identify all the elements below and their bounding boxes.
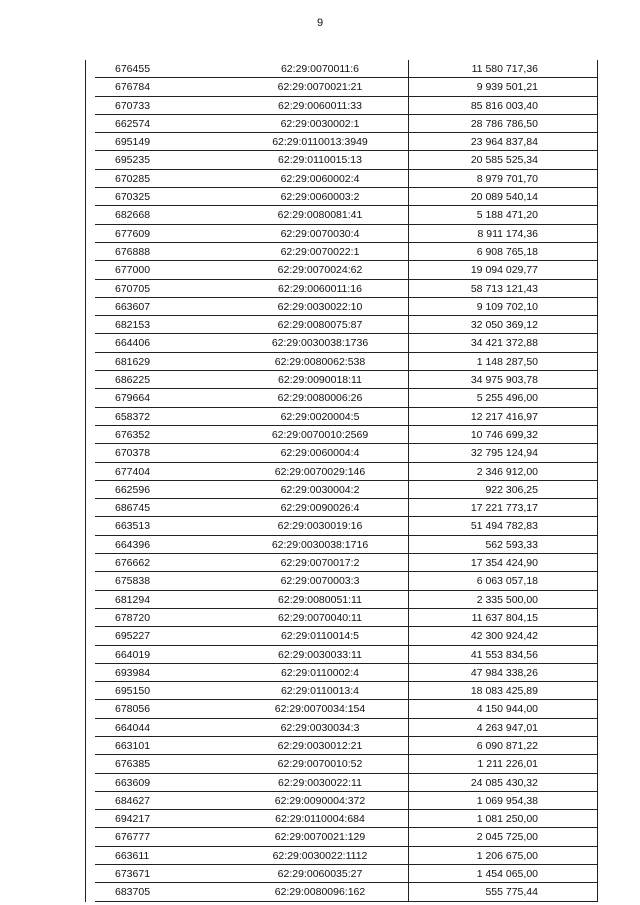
cadastral-number: 62:29:0080075:87 (277, 319, 363, 332)
table-row (85, 151, 597, 169)
table-row (85, 97, 597, 115)
cadastral-number: 62:29:0030022:1112 (272, 849, 368, 862)
cadastral-value: 555 775,44 (485, 886, 538, 899)
cadastral-number: 62:29:0070010:2569 (271, 428, 369, 441)
row-id: 670325 (115, 191, 151, 204)
data-table (85, 60, 597, 902)
row-id: 676777 (115, 831, 151, 844)
cadastral-number: 62:29:0080096:162 (274, 886, 366, 899)
table-row (85, 444, 597, 462)
cadastral-number: 62:29:0090004:372 (274, 794, 366, 807)
cadastral-number: 62:29:0030034:3 (280, 721, 360, 734)
cadastral-number: 62:29:0060004:4 (280, 447, 360, 460)
cadastral-value: 32 795 124,94 (470, 447, 538, 460)
table-row (85, 426, 597, 444)
table-row (85, 115, 597, 133)
cadastral-value: 5 188 471,20 (476, 209, 538, 222)
cadastral-number: 62:29:0070029:146 (274, 465, 366, 478)
cadastral-number: 62:29:0080051:11 (278, 593, 362, 606)
table-row (85, 646, 597, 664)
row-id: 663101 (115, 739, 151, 752)
cadastral-number: 62:29:0070021:21 (277, 81, 363, 94)
cadastral-number: 62:29:0030022:10 (277, 300, 363, 313)
row-id: 677404 (115, 465, 151, 478)
cadastral-value: 18 083 425,89 (470, 685, 538, 698)
row-id: 678056 (115, 703, 151, 716)
row-id: 664019 (115, 648, 151, 661)
row-id: 663607 (115, 300, 151, 313)
cadastral-number: 62:29:0070034:154 (274, 703, 366, 716)
row-id: 670733 (115, 99, 151, 112)
cadastral-value: 5 255 496,00 (476, 392, 538, 405)
cadastral-value: 1 069 954,38 (476, 794, 538, 807)
row-id: 664044 (115, 721, 151, 734)
cadastral-number: 62:29:0090018:11 (278, 374, 362, 387)
cadastral-value: 20 585 525,34 (470, 154, 538, 167)
cadastral-value: 8 911 174,36 (477, 227, 538, 240)
table-row (85, 865, 597, 883)
cadastral-number: 62:29:0110013:3949 (272, 136, 368, 149)
table-row (85, 609, 597, 627)
cadastral-number: 62:29:0020004:5 (280, 410, 360, 423)
table-row (85, 774, 597, 792)
cadastral-value: 34 421 372,88 (470, 337, 538, 350)
cadastral-value: 1 211 226,01 (477, 758, 538, 771)
table-row (85, 883, 597, 901)
cadastral-number: 62:29:0030038:1736 (271, 337, 369, 350)
table-row (85, 627, 597, 645)
cadastral-value: 47 984 338,26 (470, 666, 538, 679)
cadastral-number: 62:29:0110014:5 (280, 630, 360, 643)
table-row (85, 243, 597, 261)
row-id: 676784 (115, 81, 151, 94)
cadastral-number: 62:29:0070024:62 (277, 264, 363, 277)
table-row (85, 664, 597, 682)
cadastral-value: 1 206 675,00 (476, 849, 538, 862)
cadastral-value: 23 964 837,84 (470, 136, 538, 149)
cadastral-value: 51 494 782,83 (470, 520, 538, 533)
cadastral-value: 12 217 416,97 (470, 410, 538, 423)
cadastral-number: 62:29:0060011:16 (278, 282, 362, 295)
table-row (85, 828, 597, 846)
row-id: 677000 (115, 264, 151, 277)
table-row (85, 206, 597, 224)
cadastral-value: 34 975 903,78 (470, 374, 538, 387)
table-row (85, 316, 597, 334)
table-row (85, 353, 597, 371)
cadastral-number: 62:29:0080006:26 (277, 392, 363, 405)
table-border (597, 60, 598, 902)
cadastral-number: 62:29:0030012:21 (277, 739, 363, 752)
cadastral-number: 62:29:0070030:4 (280, 227, 360, 240)
table-row (85, 792, 597, 810)
table-border (408, 60, 409, 902)
row-id: 695227 (115, 630, 151, 643)
cadastral-value: 1 081 250,00 (476, 813, 538, 826)
cadastral-value: 1 148 287,50 (476, 355, 538, 368)
row-id: 675838 (115, 575, 151, 588)
row-id: 686745 (115, 502, 151, 515)
cadastral-number: 62:29:0030002:1 (280, 117, 360, 130)
cadastral-value: 28 786 786,50 (470, 117, 538, 130)
cadastral-number: 62:29:0060002:4 (280, 172, 360, 185)
cadastral-number: 62:29:0060035:27 (277, 868, 363, 881)
cadastral-number: 62:29:0070021:129 (274, 831, 366, 844)
row-id: 693984 (115, 666, 151, 679)
table-row (85, 499, 597, 517)
cadastral-number: 62:29:0080081:41 (277, 209, 363, 222)
table-row (85, 554, 597, 572)
cadastral-value: 58 713 121,43 (470, 282, 538, 295)
cadastral-value: 6 908 765,18 (476, 245, 538, 258)
cadastral-value: 8 979 701,70 (476, 172, 538, 185)
cadastral-value: 10 746 699,32 (470, 428, 538, 441)
table-row (85, 572, 597, 590)
cadastral-value: 4 263 947,01 (476, 721, 538, 734)
cadastral-value: 2 335 500,00 (476, 593, 538, 606)
row-id: 682153 (115, 319, 151, 332)
row-id: 676352 (115, 428, 151, 441)
row-id: 695235 (115, 154, 151, 167)
row-id: 662596 (115, 483, 151, 496)
cadastral-number: 62:29:0070011:6 (280, 63, 360, 75)
table-row (85, 810, 597, 828)
cadastral-number: 62:29:0060003:2 (280, 191, 360, 204)
cadastral-number: 62:29:0090026:4 (280, 502, 360, 515)
table-row (85, 755, 597, 773)
cadastral-value: 85 816 003,40 (470, 99, 538, 112)
row-id: 695150 (115, 685, 151, 698)
cadastral-number: 62:29:0110015:13 (278, 154, 362, 167)
row-id: 676888 (115, 245, 151, 258)
cadastral-value: 6 090 871,22 (476, 739, 538, 752)
row-id: 663513 (115, 520, 151, 533)
table-row (85, 133, 597, 151)
table-row (85, 700, 597, 718)
cadastral-number: 62:29:0030033:11 (278, 648, 362, 661)
row-id: 694217 (115, 813, 151, 826)
table-row (85, 280, 597, 298)
cadastral-number: 62:29:0070003:3 (280, 575, 360, 588)
cadastral-value: 9 939 501,21 (476, 81, 538, 94)
table-row (85, 682, 597, 700)
table-row (85, 298, 597, 316)
row-id: 681629 (115, 355, 151, 368)
row-id: 662574 (115, 117, 151, 130)
page-number: 9 (316, 17, 324, 29)
row-id: 673671 (115, 868, 151, 881)
cadastral-value: 9 109 702,10 (476, 300, 538, 313)
cadastral-value: 6 063 057,18 (476, 575, 538, 588)
table-row (85, 481, 597, 499)
cadastral-number: 62:29:0030038:1716 (271, 538, 369, 551)
table-row (85, 371, 597, 389)
row-id: 658372 (115, 410, 151, 423)
cadastral-value: 20 089 540,14 (470, 191, 538, 204)
table-row (85, 188, 597, 206)
cadastral-value: 2 045 725,00 (476, 831, 538, 844)
row-id: 683705 (115, 886, 151, 899)
table-row (85, 517, 597, 535)
cadastral-value: 1 454 065,00 (476, 868, 538, 881)
row-id: 664406 (115, 337, 151, 350)
cadastral-number: 62:29:0070022:1 (280, 245, 360, 258)
cadastral-value: 17 354 424,90 (470, 557, 538, 570)
row-id: 679664 (115, 392, 151, 405)
cadastral-number: 62:29:0060011:33 (278, 99, 362, 112)
cadastral-value: 24 085 430,32 (470, 776, 538, 789)
cadastral-number: 62:29:0080062:538 (274, 355, 366, 368)
table-row (85, 389, 597, 407)
row-id: 663611 (115, 849, 150, 862)
cadastral-value: 11 580 717,36 (471, 63, 538, 75)
cadastral-value: 11 637 804,15 (471, 611, 538, 624)
cadastral-value: 41 553 834,56 (470, 648, 538, 661)
cadastral-number: 62:29:0030004:2 (280, 483, 360, 496)
row-id: 681294 (115, 593, 151, 606)
table-row (85, 334, 597, 352)
row-id: 663609 (115, 776, 151, 789)
cadastral-value: 2 346 912,00 (476, 465, 538, 478)
row-id: 686225 (115, 374, 151, 387)
row-id: 664396 (115, 538, 151, 551)
cadastral-number: 62:29:0110002:4 (280, 666, 360, 679)
cadastral-value: 42 300 924,42 (470, 630, 538, 643)
row-id: 670705 (115, 282, 151, 295)
row-id: 676662 (115, 557, 151, 570)
table-row (85, 719, 597, 737)
cadastral-number: 62:29:0030022:11 (278, 776, 362, 789)
cadastral-number: 62:29:0110013:4 (280, 685, 360, 698)
table-row (85, 536, 597, 554)
table-row (85, 261, 597, 279)
cadastral-number: 62:29:0070017:2 (280, 557, 360, 570)
table-row (85, 78, 597, 96)
cadastral-value: 32 050 369,12 (470, 319, 538, 332)
table-row (85, 847, 597, 865)
cadastral-value: 19 094 029,77 (470, 264, 538, 277)
table-row (85, 60, 597, 78)
cadastral-value: 17 221 773,17 (470, 502, 538, 515)
cadastral-number: 62:29:0110004:684 (275, 813, 365, 826)
table-row (85, 225, 597, 243)
row-id: 684627 (115, 794, 151, 807)
table-row (85, 408, 597, 426)
table-row (85, 463, 597, 481)
row-id: 678720 (115, 611, 151, 624)
row-id: 682668 (115, 209, 151, 222)
cadastral-value: 4 150 944,00 (476, 703, 538, 716)
row-id: 695149 (115, 136, 151, 149)
row-id: 676385 (115, 758, 151, 771)
table-border (85, 60, 86, 902)
row-id: 670285 (115, 172, 151, 185)
cadastral-number: 62:29:0070010:52 (277, 758, 363, 771)
cadastral-number: 62:29:0070040:11 (278, 611, 362, 624)
table-row (85, 737, 597, 755)
cadastral-number: 62:29:0030019:16 (277, 520, 363, 533)
cadastral-value: 922 306,25 (485, 483, 538, 496)
row-id: 677609 (115, 227, 151, 240)
table-row (85, 591, 597, 609)
table-row (85, 170, 597, 188)
cadastral-value: 562 593,33 (485, 538, 538, 551)
row-id: 676455 (115, 63, 151, 75)
row-id: 670378 (115, 447, 151, 460)
